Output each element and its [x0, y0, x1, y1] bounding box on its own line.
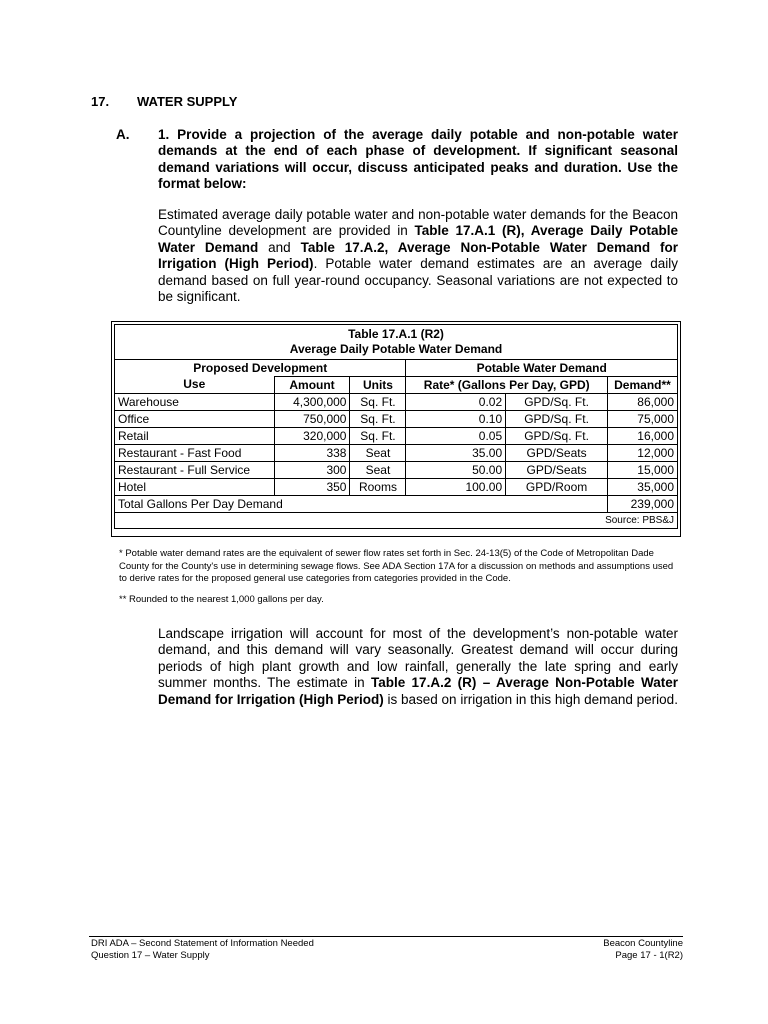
- table-row: [115, 411, 678, 428]
- para1-text-3: . Potable water demand estimates are an average daily demand based on full year-round occupancy. Seasonal variations are not expected to be significant.: [158, 256, 678, 305]
- para2-text-1: Landscape irrigation will account for most of the development’s non-potable water demand, and this demand will vary seasonally. Greatest demand will occur during periods of high plant growth and low rainfall, generally the late spring and early summer months. The estimate in: [158, 626, 678, 691]
- demand-table: [114, 324, 678, 529]
- total-value: 239,000: [607, 496, 677, 513]
- cell-rate: 0.10: [406, 411, 506, 428]
- table-row: [115, 479, 678, 496]
- cell-rate: 35.00: [406, 445, 506, 462]
- cell-amount: 300: [274, 462, 350, 479]
- cell-use: Restaurant - Fast Food: [115, 445, 275, 462]
- col-header-demand: Demand**: [607, 377, 677, 394]
- cell-demand: 86,000: [607, 394, 677, 411]
- footer-left: [91, 938, 314, 962]
- cell-rate-unit: GPD/Sq. Ft.: [506, 394, 608, 411]
- section-heading: [91, 94, 237, 109]
- table-row: [115, 445, 678, 462]
- cell-amount: 350: [274, 479, 350, 496]
- para2-bold-1: Table 17.A.2 (R) – Average Non-Potable Water Demand for Irrigation (High Period): [158, 675, 678, 707]
- para2-text-2: is based on irrigation in this high demand period.: [383, 691, 678, 707]
- footer-page-number: Page 17 - 1(R2): [615, 950, 683, 961]
- table-title: Average Daily Potable Water Demand: [289, 342, 503, 356]
- cell-amount: 338: [274, 445, 350, 462]
- cell-use: Hotel: [115, 479, 275, 496]
- group-header-potable: Potable Water Demand: [406, 360, 678, 377]
- cell-rate-unit: GPD/Seats: [506, 462, 608, 479]
- para1-text-1: Estimated average daily potable water and non-potable water demands for the Beacon Countyline development are provided in: [158, 207, 678, 239]
- section-title: WATER SUPPLY: [137, 94, 238, 109]
- cell-units: Rooms: [350, 479, 406, 496]
- col-header-rate: Rate* (Gallons Per Day, GPD): [406, 377, 608, 394]
- footer-right: [560, 938, 683, 962]
- cell-rate: 0.05: [406, 428, 506, 445]
- table-row: [115, 462, 678, 479]
- question-letter: A.: [116, 127, 130, 142]
- cell-demand: 15,000: [607, 462, 677, 479]
- para1-text-2: and: [258, 239, 301, 255]
- table-row: [115, 394, 678, 411]
- cell-units: Sq. Ft.: [350, 428, 406, 445]
- cell-rate-unit: GPD/Sq. Ft.: [506, 428, 608, 445]
- cell-amount: 320,000: [274, 428, 350, 445]
- col-header-amount: Amount: [274, 377, 350, 394]
- cell-units: Sq. Ft.: [350, 411, 406, 428]
- cell-amount: 4,300,000: [274, 394, 350, 411]
- group-header-proposed: Proposed Development: [115, 360, 406, 377]
- irrigation-paragraph: [158, 626, 678, 708]
- cell-units: Seat: [350, 445, 406, 462]
- cell-rate-unit: GPD/Seats: [506, 445, 608, 462]
- para1-bold-1: Table 17.A.1 (R), Average Daily Potable Water Demand: [158, 223, 678, 255]
- cell-use: Office: [115, 411, 275, 428]
- cell-rate: 50.00: [406, 462, 506, 479]
- footnote-rounding: ** Rounded to the nearest 1,000 gallons per day.: [119, 594, 324, 605]
- cell-use: Warehouse: [115, 394, 275, 411]
- cell-rate: 100.00: [406, 479, 506, 496]
- intro-paragraph: [158, 207, 678, 305]
- cell-demand: 35,000: [607, 479, 677, 496]
- footer-divider: [89, 936, 683, 937]
- footer-document-title: DRI ADA – Second Statement of Information Needed: [91, 938, 314, 949]
- question-text: 1. Provide a projection of the average daily potable and non-potable water demands at the end of each phase of development. If significant seasonal demand variations will occur, discuss anticipated peaks and duration. Use the format below:: [158, 127, 678, 192]
- total-row: [115, 496, 678, 513]
- col-header-use: Use: [115, 377, 275, 394]
- table-caption: [115, 325, 678, 360]
- cell-units: Sq. Ft.: [350, 394, 406, 411]
- cell-amount: 750,000: [274, 411, 350, 428]
- para1-bold-2: Table 17.A.2, Average Non-Potable Water Demand for Irrigation (High Period): [158, 239, 678, 272]
- table-source: Source: PBS&J: [115, 513, 678, 529]
- cell-rate: 0.02: [406, 394, 506, 411]
- cell-rate-unit: GPD/Sq. Ft.: [506, 411, 608, 428]
- cell-demand: 16,000: [607, 428, 677, 445]
- cell-units: Seat: [350, 462, 406, 479]
- table-row: [115, 428, 678, 445]
- cell-demand: 12,000: [607, 445, 677, 462]
- footnote-rates: * Potable water demand rates are the equivalent of sewer flow rates set forth in Sec. 24-13(5) of the Code of Metropolitan Dade County for the County's use in determining sewage flows. See ADA Section 17A for a discussion on methods and assumptions used to derive rates for the proposed general use categories from categories provided in the Code.: [119, 548, 674, 584]
- section-number: 17.: [91, 94, 110, 109]
- potable-demand-table: [111, 321, 681, 537]
- col-header-units: Units: [350, 377, 406, 394]
- cell-demand: 75,000: [607, 411, 677, 428]
- footer-project-name: Beacon Countyline: [603, 938, 683, 949]
- cell-rate-unit: GPD/Room: [506, 479, 608, 496]
- cell-use: Restaurant - Full Service: [115, 462, 275, 479]
- footer-question: Question 17 – Water Supply: [91, 950, 210, 961]
- cell-use: Retail: [115, 428, 275, 445]
- table-number: Table 17.A.1 (R2): [348, 327, 444, 341]
- total-label: Total Gallons Per Day Demand: [115, 496, 608, 513]
